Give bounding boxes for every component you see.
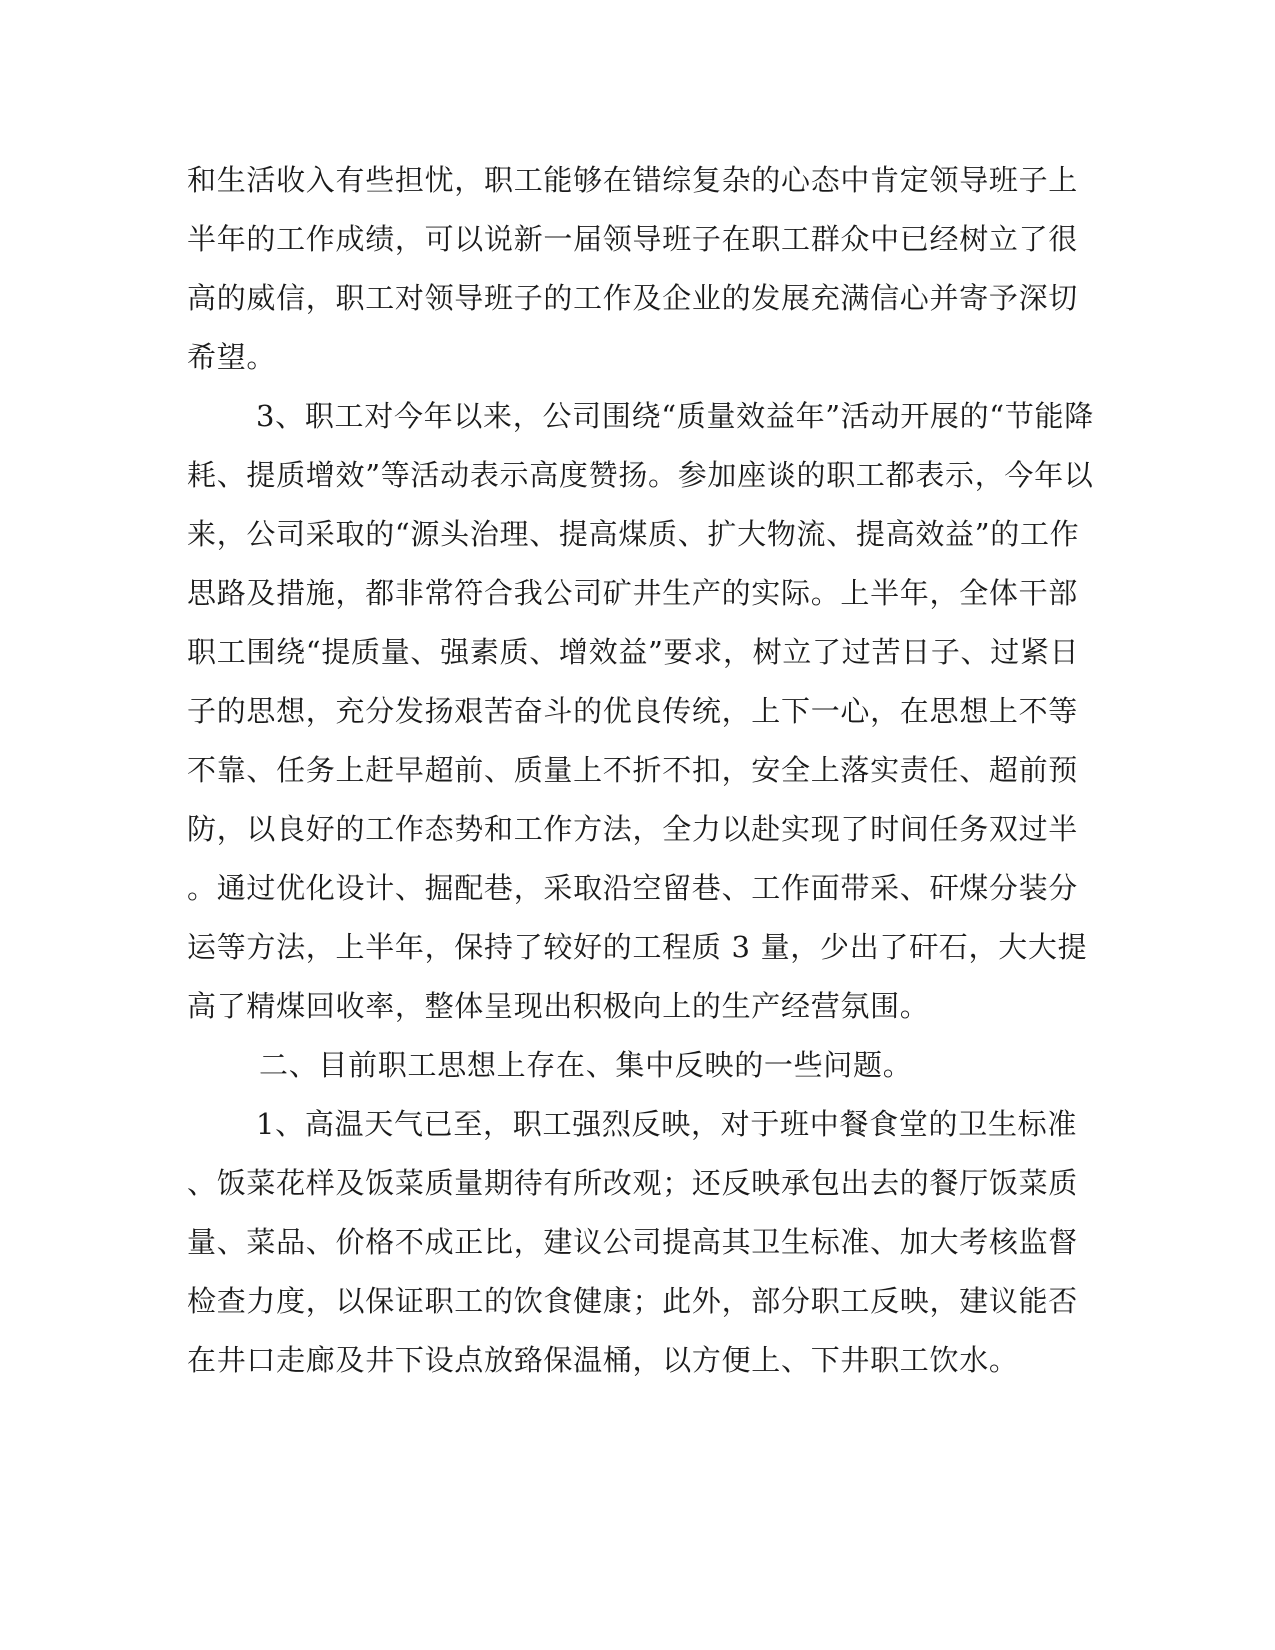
text-line: 检查力度，以保证职工的饮食健康；此外，部分职工反映，建议能否 [187, 1284, 1079, 1318]
text-line: 在井口走廊及井下设点放臵保温桶，以方便上、下井职工饮水。 [187, 1343, 1019, 1377]
text-line: 量、菜品、价格不成正比，建议公司提高其卫生标准、加大考核监督 [187, 1225, 1079, 1259]
text-line: 希望。 [187, 340, 277, 374]
text-line: 。通过优化设计、掘配巷，采取沿空留巷、工作面带采、矸煤分装分 [187, 871, 1079, 905]
section-heading: 二、目前职工思想上存在、集中反映的一些问题。 [259, 1048, 913, 1082]
text-line: 和生活收入有些担忧，职工能够在错综复杂的心态中肯定领导班子上 [187, 163, 1079, 197]
text-line: 防，以良好的工作态势和工作方法，全力以赴实现了时间任务双过半 [187, 812, 1079, 846]
document-body [187, 0, 1094, 1650]
paragraph-start-line: 3、职工对今年以来，公司围绕“质量效益年”活动开展的“节能降 [256, 399, 1094, 433]
text-line: 思路及措施，都非常符合我公司矿井生产的实际。上半年，全体干部 [187, 576, 1079, 610]
text-line: 高的威信，职工对领导班子的工作及企业的发展充满信心并寄予深切 [187, 281, 1079, 315]
text-line: 耗、提质增效”等活动表示高度赞扬。参加座谈的职工都表示，今年以 [187, 458, 1094, 492]
text-line: 半年的工作成绩，可以说新一届领导班子在职工群众中已经树立了很 [187, 222, 1079, 256]
text-line: 不靠、任务上赶早超前、质量上不折不扣，安全上落实责任、超前预 [187, 753, 1079, 787]
text-line: 、饭菜花样及饭菜质量期待有所改观；还反映承包出去的餐厅饭菜质 [187, 1166, 1079, 1200]
text-line: 高了精煤回收率，整体呈现出积极向上的生产经营氛围。 [187, 989, 930, 1023]
text-line: 职工围绕“提质量、强素质、增效益”要求，树立了过苦日子、过紧日 [187, 635, 1080, 669]
text-line: 子的思想，充分发扬艰苦奋斗的优良传统，上下一心，在思想上不等 [187, 694, 1079, 728]
paragraph-start-line: 1、高温天气已至，职工强烈反映，对于班中餐食堂的卫生标准 [256, 1107, 1078, 1141]
text-line: 来，公司采取的“源头治理、提高煤质、扩大物流、提高效益”的工作 [187, 517, 1080, 551]
text-line: 运等方法，上半年，保持了较好的工程质 3 量，少出了矸石，大大提 [187, 930, 1088, 964]
